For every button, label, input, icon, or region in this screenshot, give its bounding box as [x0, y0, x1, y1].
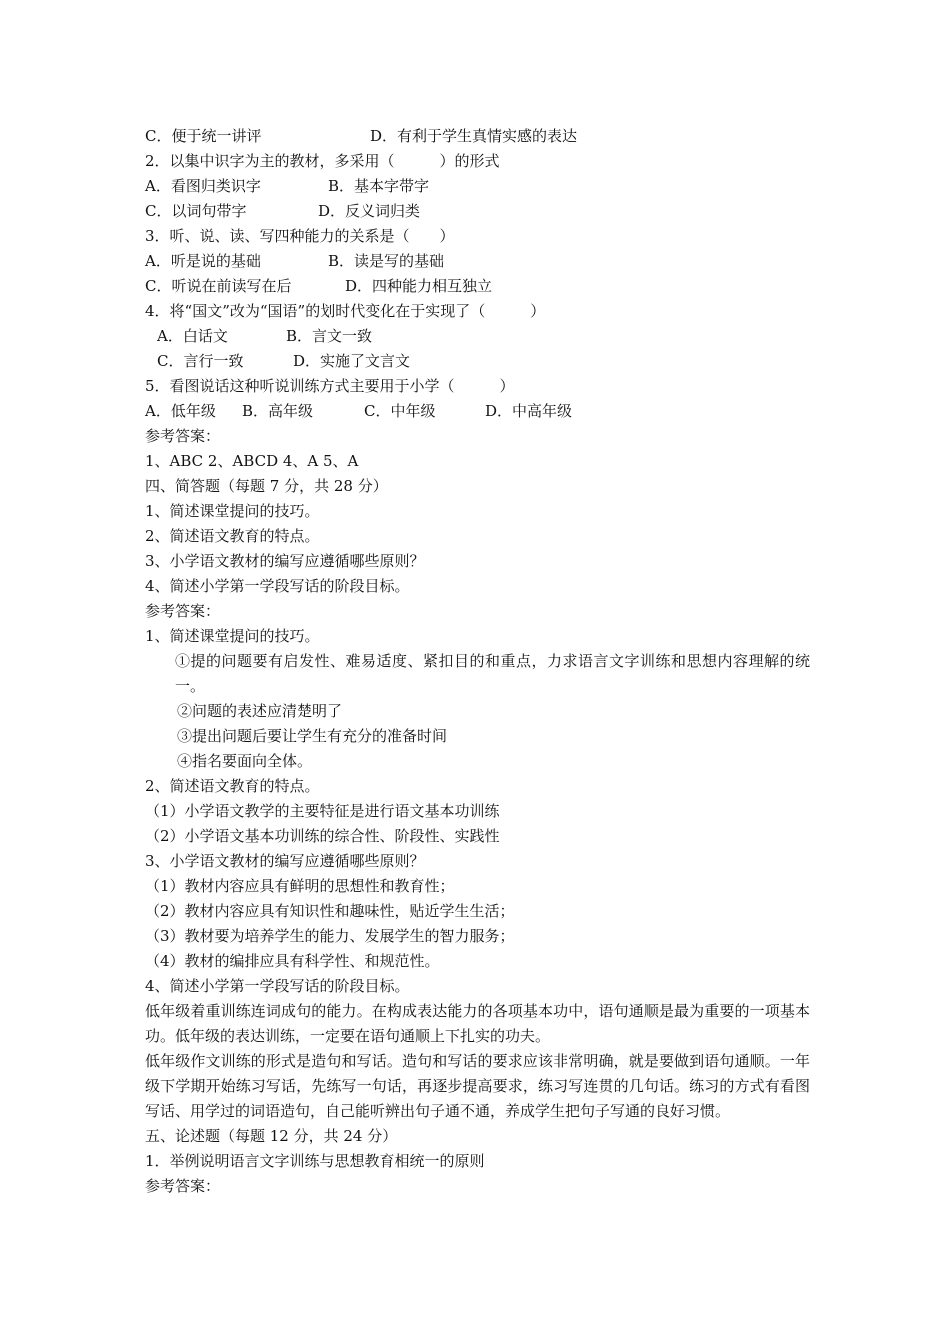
- option-row: [145, 174, 810, 199]
- text-line: 五、论述题（每题 12 分，共 24 分）: [145, 1127, 398, 1145]
- option-b: D．四种能力相互独立: [345, 277, 493, 295]
- answer-point: ③提出问题后要让学生有充分的准备时间: [177, 727, 448, 745]
- text-line: 1、简述课堂提问的技巧。: [145, 627, 320, 645]
- text-line: 3．听、说、读、写四种能力的关系是（ ）: [145, 227, 455, 245]
- text-line: 4、简述小学第一学段写话的阶段目标。: [145, 577, 410, 595]
- text-line: 四、简答题（每题 7 分，共 28 分）: [145, 477, 388, 495]
- text-line: （1）小学语文教学的主要特征是进行语文基本功训练: [145, 802, 500, 820]
- option-b: B．高年级: [242, 402, 314, 420]
- text-line: （1）教材内容应具有鲜明的思想性和教育性；: [145, 877, 455, 895]
- option-row: [145, 274, 810, 299]
- option-row: [145, 324, 810, 349]
- document-body: [145, 124, 810, 1199]
- option-a: C．以词句带字: [145, 202, 247, 220]
- text-line: 1．举例说明语言文字训练与思想教育相统一的原则: [145, 1152, 485, 1170]
- text-line: 4、简述小学第一学段写话的阶段目标。: [145, 977, 410, 995]
- option-a: A．看图归类识字: [145, 177, 261, 195]
- option-b: D．反义词归类: [318, 202, 421, 220]
- option-d: D．中高年级: [485, 402, 573, 420]
- option-row: [145, 399, 810, 424]
- text-line: 2、简述语文教育的特点。: [145, 527, 320, 545]
- answer-paragraph: ①提的问题要有启发性、难易适度、紧扣目的和重点，力求语言文字训练和思想内容理解的统一。: [175, 652, 810, 695]
- text-line: 5．看图说话这种听说训练方式主要用于小学（ ）: [145, 377, 515, 395]
- text-line: （3）教材要为培养学生的能力、发展学生的智力服务；: [145, 927, 515, 945]
- option-a: A．听是说的基础: [145, 252, 261, 270]
- option-b: D．有利于学生真情实感的表达: [370, 127, 578, 145]
- option-a: C．便于统一讲评: [145, 127, 262, 145]
- text-line: （2）小学语文基本功训练的综合性、阶段性、实践性: [145, 827, 500, 845]
- text-line: 1、简述课堂提问的技巧。: [145, 502, 320, 520]
- answer-point: ②问题的表述应清楚明了: [177, 702, 343, 720]
- answer-paragraph: 低年级作文训练的形式是造句和写话。造句和写话的要求应该非常明确，就是要做到语句通顺。一年级下学期开始练习写话，先练写一句话，再逐步提高要求，练习写连贯的几句话。练习的方式有看图写话、用学过的词语造句，自己能听辨出句子通不通，养成学生把句子写通的良好习惯。: [145, 1052, 810, 1120]
- text-line: 3、小学语文教材的编写应遵循哪些原则？: [145, 552, 425, 570]
- text-line: 2、简述语文教育的特点。: [145, 777, 320, 795]
- text-line: 参考答案：: [145, 1177, 221, 1195]
- option-a: C．言行一致: [157, 352, 244, 370]
- text-line: 1、ABC 2、ABCD 4、A 5、A: [145, 452, 359, 470]
- text-line: 参考答案：: [145, 602, 221, 620]
- option-b: B．读是写的基础: [328, 252, 445, 270]
- option-a: C．听说在前读写在后: [145, 277, 292, 295]
- option-a: A．白话文: [157, 327, 228, 345]
- text-line: （2）教材内容应具有知识性和趣味性，贴近学生生活；: [145, 902, 515, 920]
- text-line: 参考答案：: [145, 427, 221, 445]
- option-row: [145, 124, 810, 149]
- answer-paragraph: 低年级着重训练连词成句的能力。在构成表达能力的各项基本功中，语句通顺是最为重要的一项基本功。低年级的表达训练，一定要在语句通顺上下扎实的功夫。: [145, 1002, 810, 1045]
- text-line: 2．以集中识字为主的教材，多采用（ ）的形式: [145, 152, 500, 170]
- answer-point: ④指名要面向全体。: [177, 752, 313, 770]
- option-b: B．基本字带字: [328, 177, 430, 195]
- option-c: C．中年级: [364, 402, 436, 420]
- option-a: A．低年级: [145, 402, 216, 420]
- text-line: 4．将“国文”改为“国语”的划时代变化在于实现了（ ）: [145, 302, 546, 320]
- option-row: [145, 349, 810, 374]
- option-row: [145, 249, 810, 274]
- text-line: 3、小学语文教材的编写应遵循哪些原则？: [145, 852, 425, 870]
- option-b: D．实施了文言文: [293, 352, 411, 370]
- option-row: [145, 199, 810, 224]
- text-line: （4）教材的编排应具有科学性、和规范性。: [145, 952, 440, 970]
- option-b: B．言文一致: [286, 327, 373, 345]
